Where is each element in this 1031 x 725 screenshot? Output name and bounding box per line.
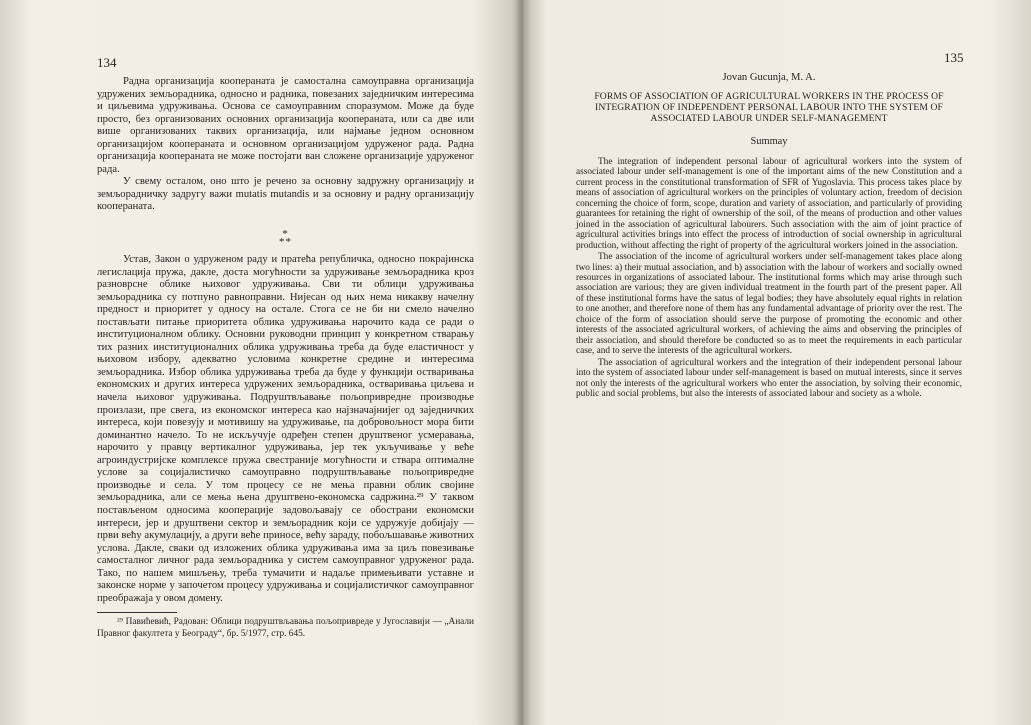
author-name: Jovan Gucunja, M. A. [722, 72, 816, 83]
page-number: 135 [944, 50, 964, 65]
summary-heading: Summay [750, 136, 788, 147]
summary-text [576, 157, 962, 399]
footnote-divider [97, 612, 177, 613]
right-page [528, 0, 1031, 725]
left-page-body [97, 76, 474, 640]
paragraph: Устав, Закон о удруженом раду и пратећа републичка, односно покрајинска легислација пружа, дакле, доста могућности за удруживање земљорадника кроз разноврсне облике њиховог удруживања. Сви ти облици удруживања земљорадника су потпуно равноправни. Нијеcан од њих нема никакву начелну предност и приоритет у односу на остале. Стога се не би ни смело начелно постављати питање приоритета облика удруживања нарочито када се ради о институционалном облику. Основни руководни принцип у конкретном стварању тих разних институционалних облика удруживања треба да буде еластичност у њиховом избору, адекватно условима конкретне средине и интересима земљорадника. Избор облика удруживања треба да буде у функцији остваривања економских и других интереса удружених земљорадника, остваривања циљева и начела њиховог удруживања. Подруштвљавање пољопривредне производње произлази, пре свега, из економског интереса као најзначајнијег од заједничких интереса, који повезују и мотивишу на удруживање, па добровољност мора бити доминантно начело. То не искључује одређен степен друштвеног усмеравања, нарочито у правцу вертикалног удруживања, јер тек укључивање у веће агроиндустријске комплексе пружа свестраније могућности и ствара оптималне услове за социјалистичко самоуправно подруштвљавање пољопривредне производње и села. У том процесу се не мења правни облик својине земљорадника, али се мења њена друштвено-економска садржина.²⁹ У таквом постављеном односима кооперације задовољавају се обострани економски интереси, јер и друштвени сектор и земљорадник који се удружује добијају — први већу акумулацију, а други веће приносе, већу зараду, побољшавање животних услова. Дакле, сваки од изложених облика удруживања има за циљ повезивање самосталног личног рада земљорадника у систем самоуправног удруженог рада. Тако, по нашем мишљењу, треба тумачити и надаље примењивати уставне и законске норме у започетом процесу удруживања и социјалистичког самоуправног преображаја у овом домену. [97, 254, 474, 604]
paragraph: The integration of independent personal labour of agricultural workers into the system of associated labour under self-management is one of the important aims of the new Constitution and a current process in the constitutional transformation of SFR of Yugoslavia. This process takes place by means of association of agricultural workers on the principles of voluntary action, freedom of decision concerning the choice of form, scope, duration and variety of association, and particularly of providing guarantees for retaining the right of ownership of the soil, of the means of production and other values joined in the association of agricultural labourers. Such association with the aim of joint practice of agricultural activities brings into effect the process of introduction of social ownership in agricultural production, without affecting the right of property of the agricultural workers joined in the association. [576, 157, 962, 251]
article-title: FORMS OF ASSOCIATION OF AGRICULTURAL WORKERS IN THE PROCESS OF INTEGRATION OF INDEPENDENT PERSONAL LABOUR INTO THE SYSTEM OF ASSOCIATED LABOUR UNDER SELF-MANAGEMENT [594, 91, 944, 124]
section-break: * ** [279, 228, 292, 249]
paragraph: The association of the income of agricultural workers under self-management takes place along two lines: a) their mutual association, and b) association with the labour of workers and socially owned resources in organizations of associated labour. The institutional forms which may arise through such association are various; they are given individual treatment in the fourth part of the present paper. All of these institutional forms have the satus of legal bodies; they have absolutely equal rights in relation to one another, and therefore none of them has any fundamental advantage of priority over the rest. The choice of the form of association should serve the purpose of promoting the economic and other interests of the associated agricultural workers, of achieving the aims and observing the principles of their association, and should therefore be conducted so as to meet the requirements in each particular case, and to serve the interests of the agricultural workers. [576, 252, 962, 357]
page-number: 134 [97, 55, 117, 70]
right-page-body [576, 72, 962, 399]
paragraph: Радна организација кооперaната је самостална самоуправна организација удружених земљорадника, односно и радника, повезаних заједничким интересима и циљевима удруживања. Основа се самоуправним споразумом. Може да буде просто, без организованих основних организација кооперaната, или са две или више организованих таквих организација, или најмање једном основном организацијом кооперaната и основном организацијом удруженог рада. Радна организација кооперaната не може постојати ван сложене организације удруженог рада. [97, 76, 474, 175]
footnote: ²⁹ Павићевић, Радован: Облици подруштвљавања пољопривреде у Југославији — „Анали Правног факултета у Београду“, бр. 5/1977, стр. 645. [97, 617, 474, 639]
paragraph: The association of agricultural workers and the integration of their independent personal labour into the system of associated labour under self-management is based on mutual interests, since it serves not only the interests of the agricultural workers who enter the association, by solving their economic, public and social problems, but also the interests of associated labour and society as a whole. [576, 357, 962, 399]
paragraph: У свему осталом, оно што је речено за основну задружну организацију и земљорадничку задругу важи mutatis mutandis и за основну и радну организацију кооперaната. [97, 176, 474, 213]
